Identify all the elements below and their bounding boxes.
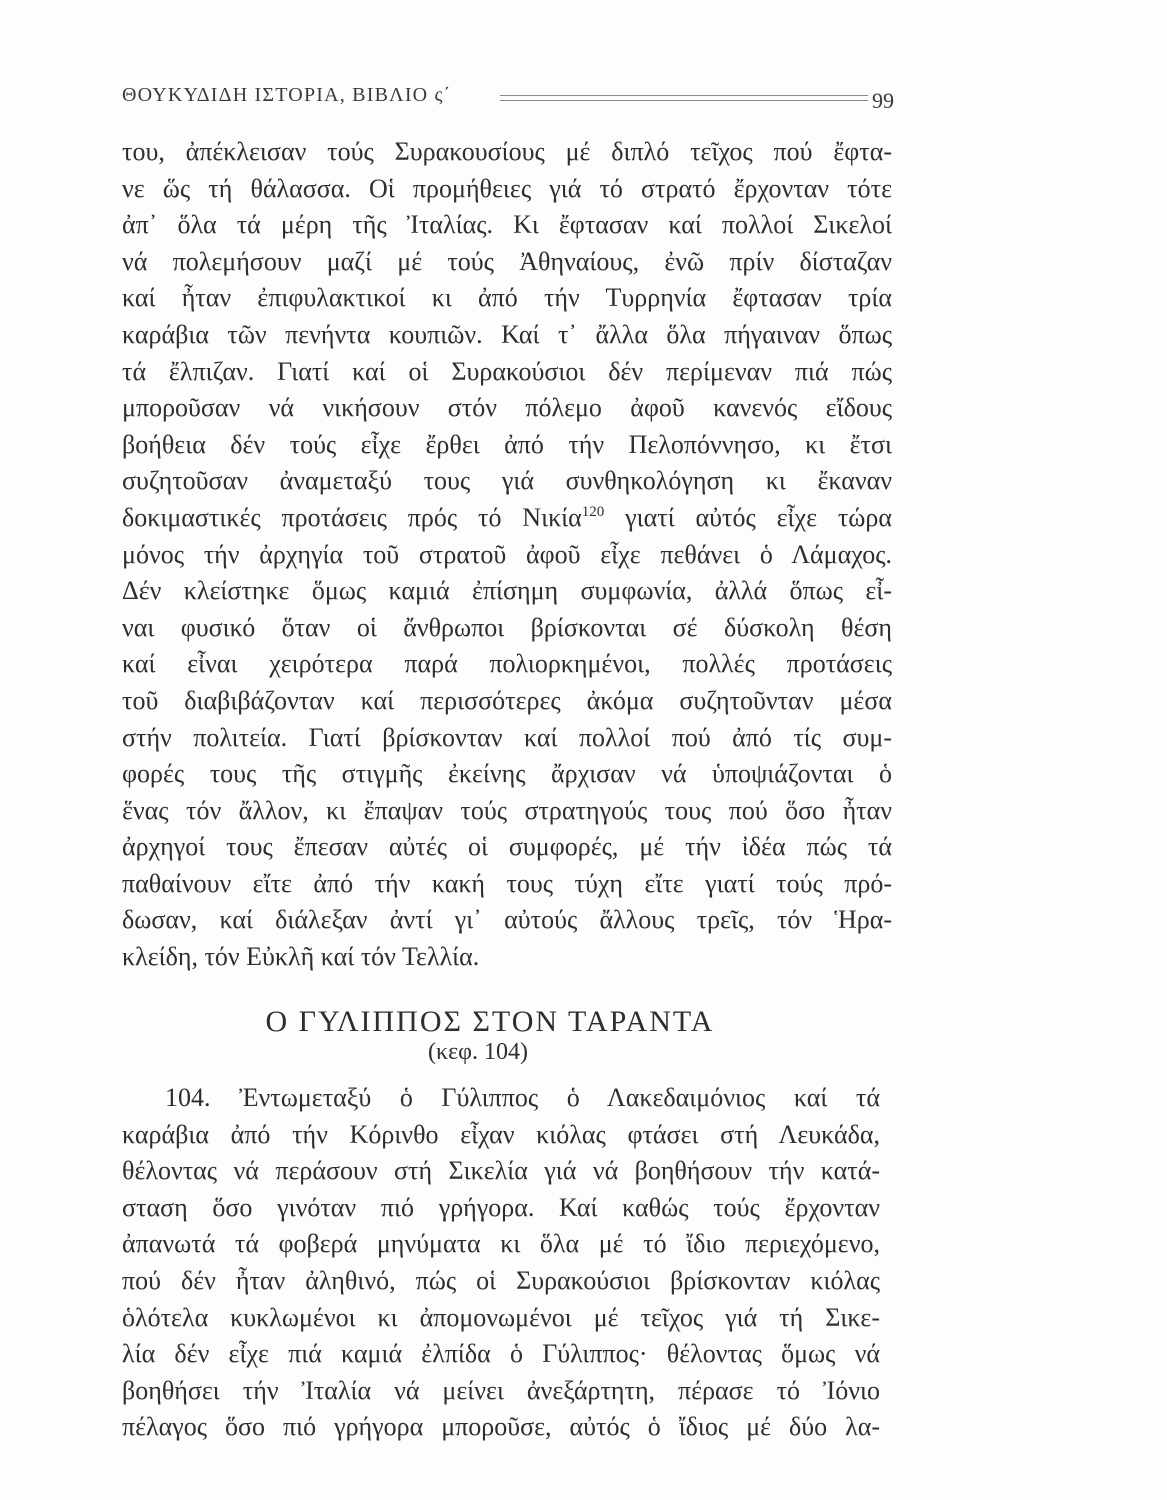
- text-line: λία δέν εἶχε πιά καμιά ἐλπίδα ὁ Γύλιππος· θέλοντας ὅμως νά: [122, 1339, 880, 1369]
- text-line: ναι φυσικό ὅταν οἱ ἄνθρωποι βρίσκονται σέ δύσκολη θέση: [122, 612, 892, 642]
- text-line: τοῦ διαβιβάζονταν καί περισσότερες ἀκόμα συζητοῦνταν μέσα: [122, 685, 892, 715]
- text-line: καράβια ἀπό τήν Κόρινθο εἶχαν κιόλας φτάσει στή Λευκάδα,: [122, 1119, 880, 1149]
- section-heading: Ο ΓΥΛΙΠΠΟΣ ΣΤΟΝ ΤΑΡΑΝΤΑ: [265, 1005, 715, 1038]
- text-line: φορές τους τῆς στιγμῆς ἐκείνης ἄρχισαν νά ὑποψιάζονται ὁ: [122, 759, 892, 789]
- text-line: πού δέν ἦταν ἀληθινό, πώς οἱ Συρακούσιοι βρίσκονταν κιόλας: [122, 1265, 880, 1295]
- text-line: βοήθεια δέν τούς εἶχε ἔρθει ἀπό τήν Πελοπόννησο, κι ἔτσι: [122, 429, 892, 459]
- text-line: βοηθήσει τήν Ἰταλία νά μείνει ἀνεξάρτητη, πέρασε τό Ἰόνιο: [122, 1375, 880, 1405]
- text-line: καράβια τῶν πενήντα κουπιῶν. Καί τ᾽ ἄλλα ὅλα πήγαιναν ὅπως: [122, 319, 892, 349]
- text-line: του, ἀπέκλεισαν τούς Συρακουσίους μέ διπλό τεῖχος πού ἔφτα-: [122, 137, 892, 166]
- text-line: τά ἔλπιζαν. Γιατί καί οἱ Συρακούσιοι δέν περίμεναν πιά πώς: [122, 356, 892, 386]
- running-head: ΘΟΥΚΥΔΙΔΗ ΙΣΤΟΡΙΑ, ΒΙΒΛΙΟ ς΄: [122, 84, 452, 106]
- paragraph-2: [122, 1080, 880, 1446]
- text-line: παθαίνουν εἴτε ἀπό τήν κακή τους τύχη εἴτε γιατί τούς πρό-: [122, 868, 892, 898]
- chapter-reference: (κεφ. 104): [427, 1039, 528, 1065]
- text-line-with-footnote: [122, 500, 892, 537]
- text-line: θέλοντας νά περάσουν στή Σικελία γιά νά βοηθήσουν τήν κατά-: [122, 1156, 880, 1186]
- line-text: γιατί αὐτός εἶχε τώρα: [604, 502, 892, 532]
- text-line: στήν πολιτεία. Γιατί βρίσκονταν καί πολλοί πού ἀπό τίς συμ-: [122, 722, 892, 752]
- text-line: ἀρχηγοί τους ἔπεσαν αὐτές οἱ συμφορές, μέ τήν ἰδέα πώς τά: [122, 832, 892, 862]
- text-line: ἕνας τόν ἄλλον, κι ἔπαψαν τούς στρατηγούς τους πού ὅσο ἦταν: [122, 795, 892, 825]
- text-line: ὁλότελα κυκλωμένοι κι ἀπομονωμένοι μέ τεῖχος γιά τή Σικε-: [122, 1302, 880, 1332]
- text-line: καί ἦταν ἐπιφυλακτικοί κι ἀπό τήν Τυρρηνία ἔφτασαν τρία: [122, 283, 892, 313]
- text-line: συζητοῦσαν ἀναμεταξύ τους γιά συνθηκολόγηση κι ἔκαναν: [122, 466, 892, 496]
- text-line: καί εἶναι χειρότερα παρά πολιορκημένοι, πολλές προτάσεις: [122, 649, 892, 679]
- text-line: μποροῦσαν νά νικήσουν στόν πόλεμο ἀφοῦ κανενός εἴδους: [122, 393, 892, 423]
- text-line: ἀπ᾽ ὅλα τά μέρη τῆς Ἰταλίας. Κι ἔφτασαν καί πολλοί Σικελοί: [122, 210, 892, 240]
- text-line: Δέν κλείστηκε ὅμως καμιά ἐπίσημη συμφωνία, ἀλλά ὅπως εἶ-: [122, 576, 892, 606]
- paragraph-1: [122, 134, 892, 976]
- text-line: πέλαγος ὅσο πιό γρήγορα μποροῦσε, αὐτός ὁ ἴδιος μέ δύο λα-: [122, 1412, 880, 1442]
- text-line: 104. Ἐντωμεταξύ ὁ Γύλιππος ὁ Λακεδαιμόνιος καί τά: [165, 1083, 880, 1112]
- text-line: μόνος τήν ἀρχηγία τοῦ στρατοῦ ἀφοῦ εἶχε πεθάνει ὁ Λάμαχος.: [122, 539, 892, 569]
- line-text: δοκιμαστικές προτάσεις πρός τό Νικία: [122, 502, 582, 532]
- header-double-rule: [500, 95, 868, 101]
- text-line: δωσαν, καί διάλεξαν ἀντί γι᾽ αὐτούς ἄλλους τρεῖς, τόν Ἡρα-: [122, 905, 892, 935]
- page-number: 99: [872, 88, 894, 113]
- text-line: νά πολεμήσουν μαζί μέ τούς Ἀθηναίους, ἐνῶ πρίν δίσταζαν: [122, 246, 892, 276]
- text-line: σταση ὅσο γινόταν πιό γρήγορα. Καί καθώς τούς ἔρχονταν: [122, 1192, 880, 1222]
- footnote-reference[interactable]: 120: [581, 503, 605, 520]
- text-line: κλείδη, τόν Εὐκλῆ καί τόν Τελλία.: [122, 942, 480, 972]
- text-line: ἀπανωτά τά φοβερά μηνύματα κι ὅλα μέ τό ἴδιο περιεχόμενο,: [122, 1229, 880, 1259]
- text-line: νε ὥς τή θάλασσα. Οἱ προμήθειες γιά τό στρατό ἔρχονταν τότε: [122, 173, 892, 203]
